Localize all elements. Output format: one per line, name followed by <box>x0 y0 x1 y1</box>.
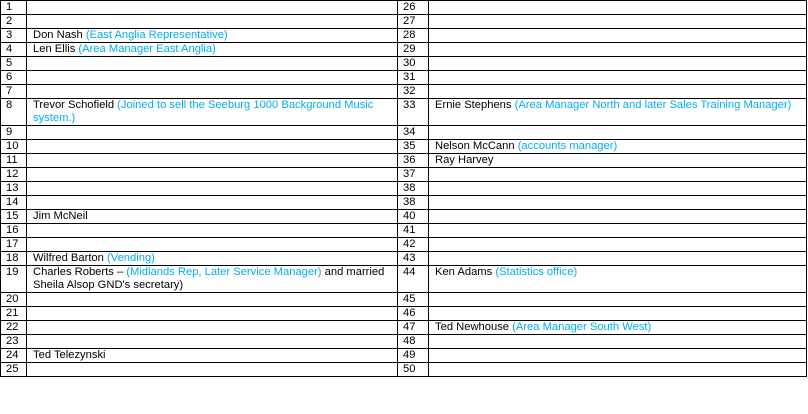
roster-body <box>1 1 807 377</box>
person-entry-left <box>27 43 398 57</box>
row-number-left: 15 <box>1 210 27 224</box>
table-row <box>1 335 807 349</box>
person-entry-right <box>429 321 807 335</box>
person-name: Ted Telezynski <box>33 349 106 361</box>
row-number-right: 36 <box>398 154 429 168</box>
person-entry-right <box>429 154 807 168</box>
person-entry-right <box>429 307 807 321</box>
row-number-left: 1 <box>1 1 27 15</box>
person-entry-right <box>429 363 807 377</box>
table-row <box>1 238 807 252</box>
role-note: (Area Manager North and later Sales Training Manager) <box>514 99 792 111</box>
person-name: Ken Adams <box>435 266 496 278</box>
table-row <box>1 349 807 363</box>
row-number-right: 33 <box>398 99 429 126</box>
table-row <box>1 224 807 238</box>
person-entry-left <box>27 85 398 99</box>
role-note: (Midlands Rep, Later Service Manager) <box>126 266 322 278</box>
person-entry-right <box>429 140 807 154</box>
table-row <box>1 29 807 43</box>
person-name: Jim McNeil <box>33 210 88 222</box>
row-number-right: 37 <box>398 168 429 182</box>
row-number-right: 42 <box>398 238 429 252</box>
row-number-left: 14 <box>1 196 27 210</box>
row-number-right: 49 <box>398 349 429 363</box>
person-entry-right <box>429 168 807 182</box>
person-entry-right <box>429 15 807 29</box>
person-name: Len Ellis <box>33 43 79 55</box>
role-note: (Area Manager South West) <box>512 321 652 333</box>
row-number-right: 47 <box>398 321 429 335</box>
person-entry-right <box>429 29 807 43</box>
row-number-left: 9 <box>1 126 27 140</box>
role-note: (Joined to sell the Seeburg 1000 Background Music system.) <box>33 99 374 124</box>
table-row <box>1 182 807 196</box>
row-number-left: 5 <box>1 57 27 71</box>
person-entry-right <box>429 224 807 238</box>
table-row <box>1 99 807 126</box>
person-entry-right <box>429 99 807 126</box>
table-row <box>1 210 807 224</box>
person-name: Don Nash <box>33 29 86 41</box>
person-entry-right <box>429 43 807 57</box>
person-entry-left <box>27 57 398 71</box>
person-entry-left <box>27 154 398 168</box>
table-row <box>1 307 807 321</box>
person-entry-left <box>27 182 398 196</box>
row-number-right: 45 <box>398 293 429 307</box>
row-number-right: 28 <box>398 29 429 43</box>
row-number-left: 8 <box>1 99 27 126</box>
row-number-left: 10 <box>1 140 27 154</box>
person-entry-right <box>429 196 807 210</box>
row-number-right: 32 <box>398 85 429 99</box>
row-number-right: 31 <box>398 71 429 85</box>
table-row <box>1 252 807 266</box>
person-entry-left <box>27 238 398 252</box>
row-number-left: 23 <box>1 335 27 349</box>
table-row <box>1 71 807 85</box>
role-note: (Vending) <box>107 252 155 264</box>
person-entry-left <box>27 363 398 377</box>
row-number-left: 7 <box>1 85 27 99</box>
row-number-right: 44 <box>398 266 429 293</box>
person-name: Ray Harvey <box>435 154 494 166</box>
person-entry-right <box>429 238 807 252</box>
row-number-right: 46 <box>398 307 429 321</box>
person-entry-left <box>27 266 398 293</box>
row-number-right: 38 <box>398 196 429 210</box>
person-entry-left <box>27 71 398 85</box>
person-name: Trevor Schofield <box>33 99 118 111</box>
person-entry-left <box>27 196 398 210</box>
table-row <box>1 1 807 15</box>
person-entry-right <box>429 182 807 196</box>
person-entry-left <box>27 293 398 307</box>
table-row <box>1 126 807 140</box>
table-row <box>1 57 807 71</box>
row-number-left: 21 <box>1 307 27 321</box>
row-number-left: 11 <box>1 154 27 168</box>
table-row <box>1 266 807 293</box>
person-entry-left <box>27 140 398 154</box>
person-entry-right <box>429 57 807 71</box>
row-number-left: 12 <box>1 168 27 182</box>
row-number-left: 20 <box>1 293 27 307</box>
person-entry-left <box>27 99 398 126</box>
table-row <box>1 85 807 99</box>
person-entry-right <box>429 85 807 99</box>
person-entry-left <box>27 29 398 43</box>
person-entry-right <box>429 1 807 15</box>
role-note: (East Anglia Representative) <box>85 29 228 41</box>
person-entry-left <box>27 321 398 335</box>
table-row <box>1 293 807 307</box>
row-number-right: 38 <box>398 182 429 196</box>
person-entry-right <box>429 71 807 85</box>
person-name: Nelson McCann <box>435 140 518 152</box>
role-note: (Area Manager East Anglia) <box>78 43 216 55</box>
role-note: (Statistics office) <box>495 266 578 278</box>
row-number-left: 2 <box>1 15 27 29</box>
row-number-left: 6 <box>1 71 27 85</box>
table-row <box>1 363 807 377</box>
person-name: Ted Newhouse <box>435 321 513 333</box>
person-entry-left <box>27 168 398 182</box>
person-entry-right <box>429 266 807 293</box>
row-number-right: 43 <box>398 252 429 266</box>
table-row <box>1 154 807 168</box>
row-number-right: 34 <box>398 126 429 140</box>
person-entry-right <box>429 349 807 363</box>
row-number-left: 17 <box>1 238 27 252</box>
person-entry-right <box>429 126 807 140</box>
row-number-left: 13 <box>1 182 27 196</box>
row-number-right: 29 <box>398 43 429 57</box>
row-number-left: 22 <box>1 321 27 335</box>
person-entry-left <box>27 1 398 15</box>
table-row <box>1 168 807 182</box>
person-entry-left <box>27 349 398 363</box>
row-number-left: 25 <box>1 363 27 377</box>
person-entry-right <box>429 335 807 349</box>
table-row <box>1 43 807 57</box>
row-number-right: 26 <box>398 1 429 15</box>
person-entry-left <box>27 210 398 224</box>
person-entry-left <box>27 335 398 349</box>
person-name: Wilfred Barton <box>33 252 107 264</box>
person-name: Ernie Stephens <box>435 99 515 111</box>
person-entry-left <box>27 15 398 29</box>
row-number-left: 24 <box>1 349 27 363</box>
person-entry-right <box>429 293 807 307</box>
row-number-right: 40 <box>398 210 429 224</box>
person-entry-right <box>429 210 807 224</box>
person-entry-left <box>27 224 398 238</box>
row-number-right: 50 <box>398 363 429 377</box>
person-entry-right <box>429 252 807 266</box>
row-number-right: 30 <box>398 57 429 71</box>
table-row <box>1 15 807 29</box>
table-row <box>1 140 807 154</box>
person-entry-left <box>27 126 398 140</box>
person-name: Charles Roberts – <box>33 266 127 278</box>
row-number-right: 27 <box>398 15 429 29</box>
row-number-left: 4 <box>1 43 27 57</box>
row-number-right: 41 <box>398 224 429 238</box>
name-suffix: and married Sheila Alsop GND's secretary) <box>33 266 385 291</box>
row-number-left: 3 <box>1 29 27 43</box>
row-number-left: 16 <box>1 224 27 238</box>
person-entry-left <box>27 307 398 321</box>
row-number-left: 19 <box>1 266 27 293</box>
row-number-right: 35 <box>398 140 429 154</box>
row-number-left: 18 <box>1 252 27 266</box>
row-number-right: 48 <box>398 335 429 349</box>
table-row <box>1 321 807 335</box>
person-entry-left <box>27 252 398 266</box>
role-note: (accounts manager) <box>517 140 618 152</box>
table-row <box>1 196 807 210</box>
